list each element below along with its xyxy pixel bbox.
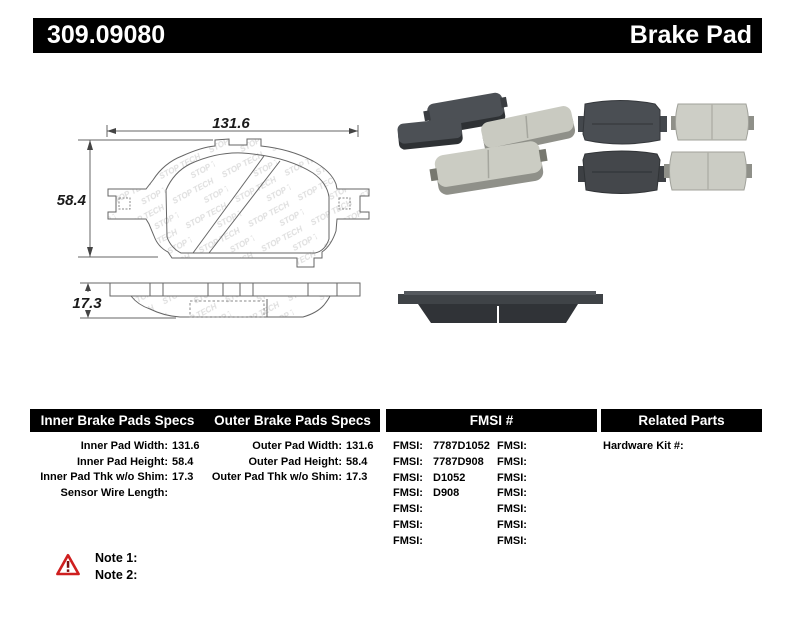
spec-label: Inner Pad Thk w/o Shim: bbox=[40, 471, 168, 483]
product-photo-angled bbox=[397, 91, 577, 197]
inner-specs-title: Inner Brake Pads Specs bbox=[40, 413, 195, 428]
fmsi-row bbox=[393, 486, 493, 502]
fmsi-row bbox=[393, 534, 493, 550]
spec-row bbox=[204, 455, 388, 471]
spec-value: 131.6 bbox=[172, 440, 200, 452]
fmsi-label: FMSI: bbox=[497, 534, 527, 547]
dim-thickness-label: 17.3 bbox=[72, 295, 102, 312]
fmsi-row bbox=[497, 518, 597, 534]
spec-row bbox=[204, 470, 388, 486]
fmsi-row bbox=[393, 518, 493, 534]
spec-value: 58.4 bbox=[172, 455, 194, 468]
fmsi-label: FMSI: bbox=[393, 471, 423, 484]
spec-label: Inner Pad Height: bbox=[76, 455, 168, 468]
fmsi-value: 7787D908 bbox=[433, 455, 484, 468]
inner-specs-column bbox=[30, 439, 214, 501]
fmsi-row bbox=[497, 471, 597, 487]
spec-value: 17.3 bbox=[172, 471, 194, 483]
fmsi-label: FMSI: bbox=[393, 503, 423, 516]
spec-value: 17.3 bbox=[346, 471, 368, 483]
part-number: 309.09080 bbox=[47, 21, 166, 49]
fmsi-label: FMSI: bbox=[393, 440, 423, 452]
spec-value bbox=[172, 486, 214, 502]
fmsi-row bbox=[497, 455, 597, 471]
product-photo-flat bbox=[578, 101, 754, 194]
spec-label: Inner Pad Width: bbox=[80, 440, 168, 452]
product-photo-side bbox=[398, 291, 603, 323]
brake-pad-outline bbox=[108, 139, 369, 267]
fmsi-label: FMSI: bbox=[497, 503, 527, 516]
spec-row bbox=[30, 470, 214, 486]
spec-row bbox=[30, 455, 214, 471]
spec-row bbox=[204, 439, 388, 455]
fmsi-label: FMSI: bbox=[497, 471, 527, 484]
fmsi-row bbox=[497, 534, 597, 550]
spec-label: Outer Pad Width: bbox=[252, 440, 342, 452]
spec-value: 131.6 bbox=[346, 440, 374, 452]
warning-triangle-icon bbox=[56, 553, 80, 577]
fmsi-column-1 bbox=[393, 439, 493, 550]
fmsi-row bbox=[393, 471, 493, 487]
fmsi-label: FMSI: bbox=[393, 487, 423, 500]
specs-header-bar bbox=[30, 409, 380, 432]
related-parts-column bbox=[603, 439, 693, 455]
fmsi-label: FMSI: bbox=[393, 534, 423, 547]
front-view-drawing bbox=[78, 125, 369, 267]
fmsi-row bbox=[497, 502, 597, 518]
outer-specs-column bbox=[204, 439, 388, 486]
fmsi-label: FMSI: bbox=[497, 455, 527, 468]
spec-label: Sensor Wire Length: bbox=[60, 486, 168, 499]
fmsi-title: FMSI # bbox=[469, 413, 514, 428]
fmsi-label: FMSI: bbox=[497, 518, 527, 531]
product-title: Brake Pad bbox=[629, 21, 752, 49]
fmsi-row bbox=[497, 486, 597, 502]
fmsi-value: 7787D1052 bbox=[433, 440, 490, 452]
pad-profile-outline bbox=[131, 296, 330, 317]
fmsi-label: FMSI: bbox=[393, 455, 423, 468]
dim-height-label: 58.4 bbox=[56, 192, 86, 209]
fmsi-value: D1052 bbox=[433, 471, 466, 484]
side-view-drawing bbox=[80, 283, 360, 318]
fmsi-value: D908 bbox=[433, 487, 460, 500]
fmsi-label: FMSI: bbox=[497, 487, 527, 500]
fmsi-column-2 bbox=[497, 439, 597, 550]
hardware-kit-label: Hardware Kit #: bbox=[603, 440, 684, 452]
spec-row bbox=[30, 486, 214, 502]
fmsi-label: FMSI: bbox=[497, 440, 527, 452]
fmsi-row bbox=[393, 439, 493, 455]
fmsi-header-bar bbox=[386, 409, 597, 432]
related-parts-title: Related Parts bbox=[638, 413, 725, 428]
fmsi-row bbox=[393, 455, 493, 471]
spec-label: Outer Pad Thk w/o Shim: bbox=[211, 471, 342, 483]
fmsi-row bbox=[497, 439, 597, 455]
note-2: Note 2: bbox=[95, 568, 138, 582]
hardware-kit-row bbox=[603, 439, 693, 455]
fmsi-row bbox=[393, 502, 493, 518]
spec-value: 58.4 bbox=[346, 455, 368, 468]
dim-width-label: 131.6 bbox=[212, 115, 250, 132]
note-1: Note 1: bbox=[95, 551, 138, 565]
fmsi-label: FMSI: bbox=[393, 518, 423, 531]
spec-label: Outer Pad Height: bbox=[248, 455, 342, 468]
outer-specs-title: Outer Brake Pads Specs bbox=[214, 413, 371, 428]
related-parts-header-bar bbox=[601, 409, 762, 432]
spec-row bbox=[30, 439, 214, 455]
